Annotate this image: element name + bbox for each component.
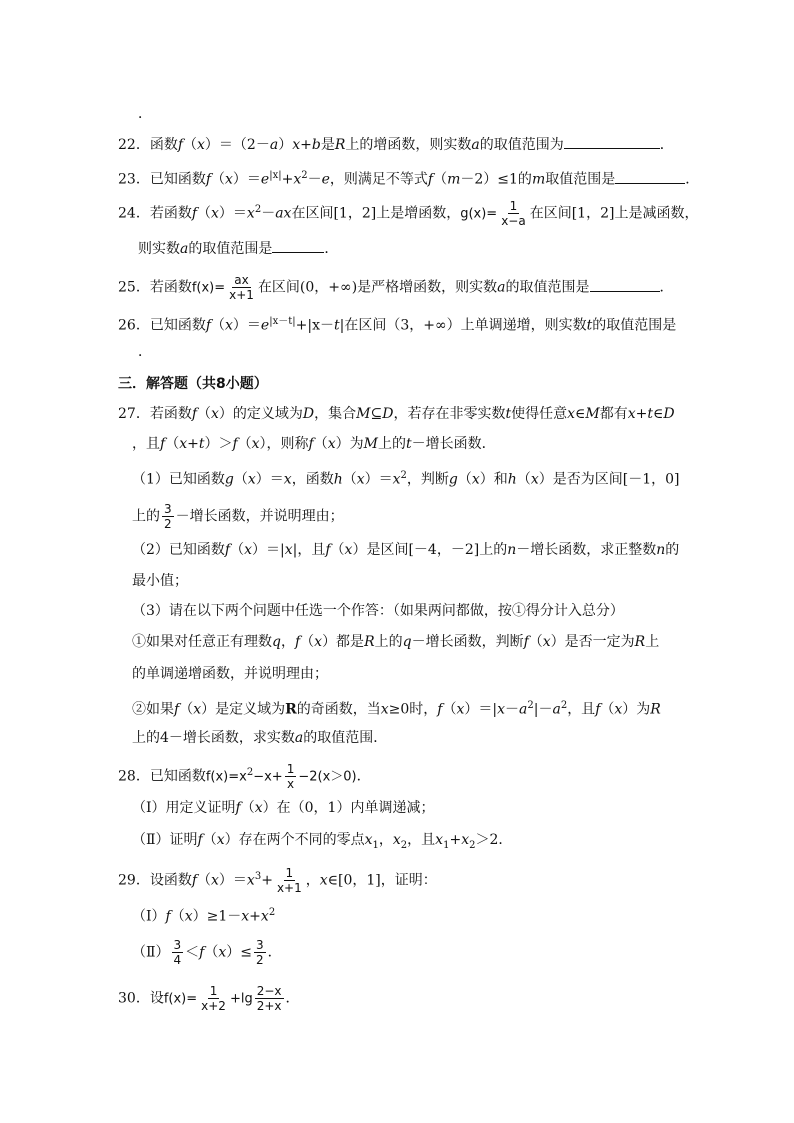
part-2-cont: 最小值；	[132, 573, 188, 589]
question-27-cont: ，且f（x+t）＞f（x），则称f（x）为M上的t－增长函数．	[132, 436, 496, 452]
question-29-part-II: （Ⅱ） $\frac{3}{4}$ ＜f（x）≤ $\frac{3}{2}$ ．	[132, 938, 282, 967]
question-29: 29．设函数$f(x)=x^3+$ $\frac{1}{x+1}$ ，x∈[0，1]，证明：	[118, 866, 437, 895]
answer-blank[interactable]	[272, 238, 324, 253]
part-1: （1）已知函数g（x）＝x，函数$h(x)=x^2$，判断g（x）和h（x）是否为区间[－1，0]	[132, 470, 680, 488]
question-27: 27．若函数f（x）的定义域为D，集合M⊆D，若存在非零实数t使得任意x∈M都有x+t∈D	[118, 406, 675, 422]
fraction: $\frac{2-x}{2+x}$	[256, 984, 282, 1013]
question-28: 28．已知函数$f(x)=x^2-x+$ $\frac{1}{x}$ −2(x＞0)．	[118, 762, 371, 791]
answer-blank[interactable]	[590, 277, 660, 292]
question-23: 23．已知函数$f(x)=e^{|x|}+x^2-e$，则满足不等式f（m－2）≤1的m取值范围是 ．	[118, 170, 700, 188]
fraction: $\frac{1}{x}$	[286, 762, 295, 791]
answer-blank[interactable]	[564, 134, 660, 149]
question-28-part-I: （Ⅰ）用定义证明f（x）在（0，1）内单调递减；	[132, 800, 435, 816]
answer-blank[interactable]	[615, 169, 685, 184]
choice-2-cont: 上的4－增长函数，求实数a的取值范围．	[132, 730, 388, 746]
question-26-cont: ．	[138, 344, 152, 360]
question-28-part-II: （Ⅱ）证明f（x）存在两个不同的零点$x_1$，$x_2$，且$x_1+x_2>2$．	[132, 832, 513, 851]
fraction: $\frac{1}{x+2}$	[201, 984, 226, 1013]
fraction: $\frac{1}{x-a}$	[501, 199, 526, 228]
question-29-part-I: $(Ⅰ)f(x)\ge 1-x+x^2$	[132, 907, 276, 925]
fraction: $\frac{ax}{x+1}$	[229, 273, 254, 302]
question-24: 24．若函数$f(x)=x^2-ax$在区间[1，2]上是增函数，g(x)= $\frac{1}{x-a}$ 在区间[1，2]上是减函数，	[118, 199, 699, 228]
choice-1: ①如果对任意正有理数q，f（x）都是R上的q－增长函数，判断f（x）是否一定为R上	[132, 634, 660, 650]
section-heading: 三．解答题（共8小题）	[118, 376, 268, 392]
question-30: 30．设f(x)= $\frac{1}{x+2}$ +lg $\frac{2-x}{2+x}$ ．	[118, 984, 300, 1013]
fraction: $\frac{3}{2}$	[164, 502, 172, 531]
choice-1-cont: 的单调递增函数，并说明理由；	[132, 666, 328, 682]
choice-2: ②如果f（x）是定义域为R的奇函数，当x≥0时，$f(x)=|x-a^2|-a^2$，且f（x）为R	[132, 700, 661, 718]
part-2: （2）已知函数f（x）＝|x|，且f（x）是区间[－4，－2]上的n－增长函数，求正整数n的	[132, 542, 680, 558]
stray-period: ．	[138, 106, 152, 122]
question-26: 26．已知函数$f(x)=e^{|x-t|}+|x-t|$在区间（3，+∞）上单调递增，则实数t的取值范围是	[118, 316, 677, 334]
fraction: $\frac{3}{2}$	[255, 938, 264, 967]
part-1-cont: 上的 $\frac{3}{2}$ －增长函数，并说明理由；	[132, 502, 344, 531]
question-25: 25．若函数f(x)= $\frac{ax}{x+1}$ 在区间(0，+∞)是严格增函数，则实数a的取值范围是 ．	[118, 273, 674, 302]
fraction: $\frac{3}{4}$	[173, 938, 182, 967]
fraction: $\frac{1}{x+1}$	[276, 866, 302, 895]
question-22: 22．函数f（x）＝（2－a）x+b是R上的增函数，则实数a的取值范围为 ．	[118, 134, 674, 155]
question-24-cont: 则实数a的取值范围是 ．	[138, 238, 338, 259]
part-3: （3）请在以下两个问题中任选一个作答：（如果两问都做，按①得分计入总分）	[132, 603, 624, 619]
